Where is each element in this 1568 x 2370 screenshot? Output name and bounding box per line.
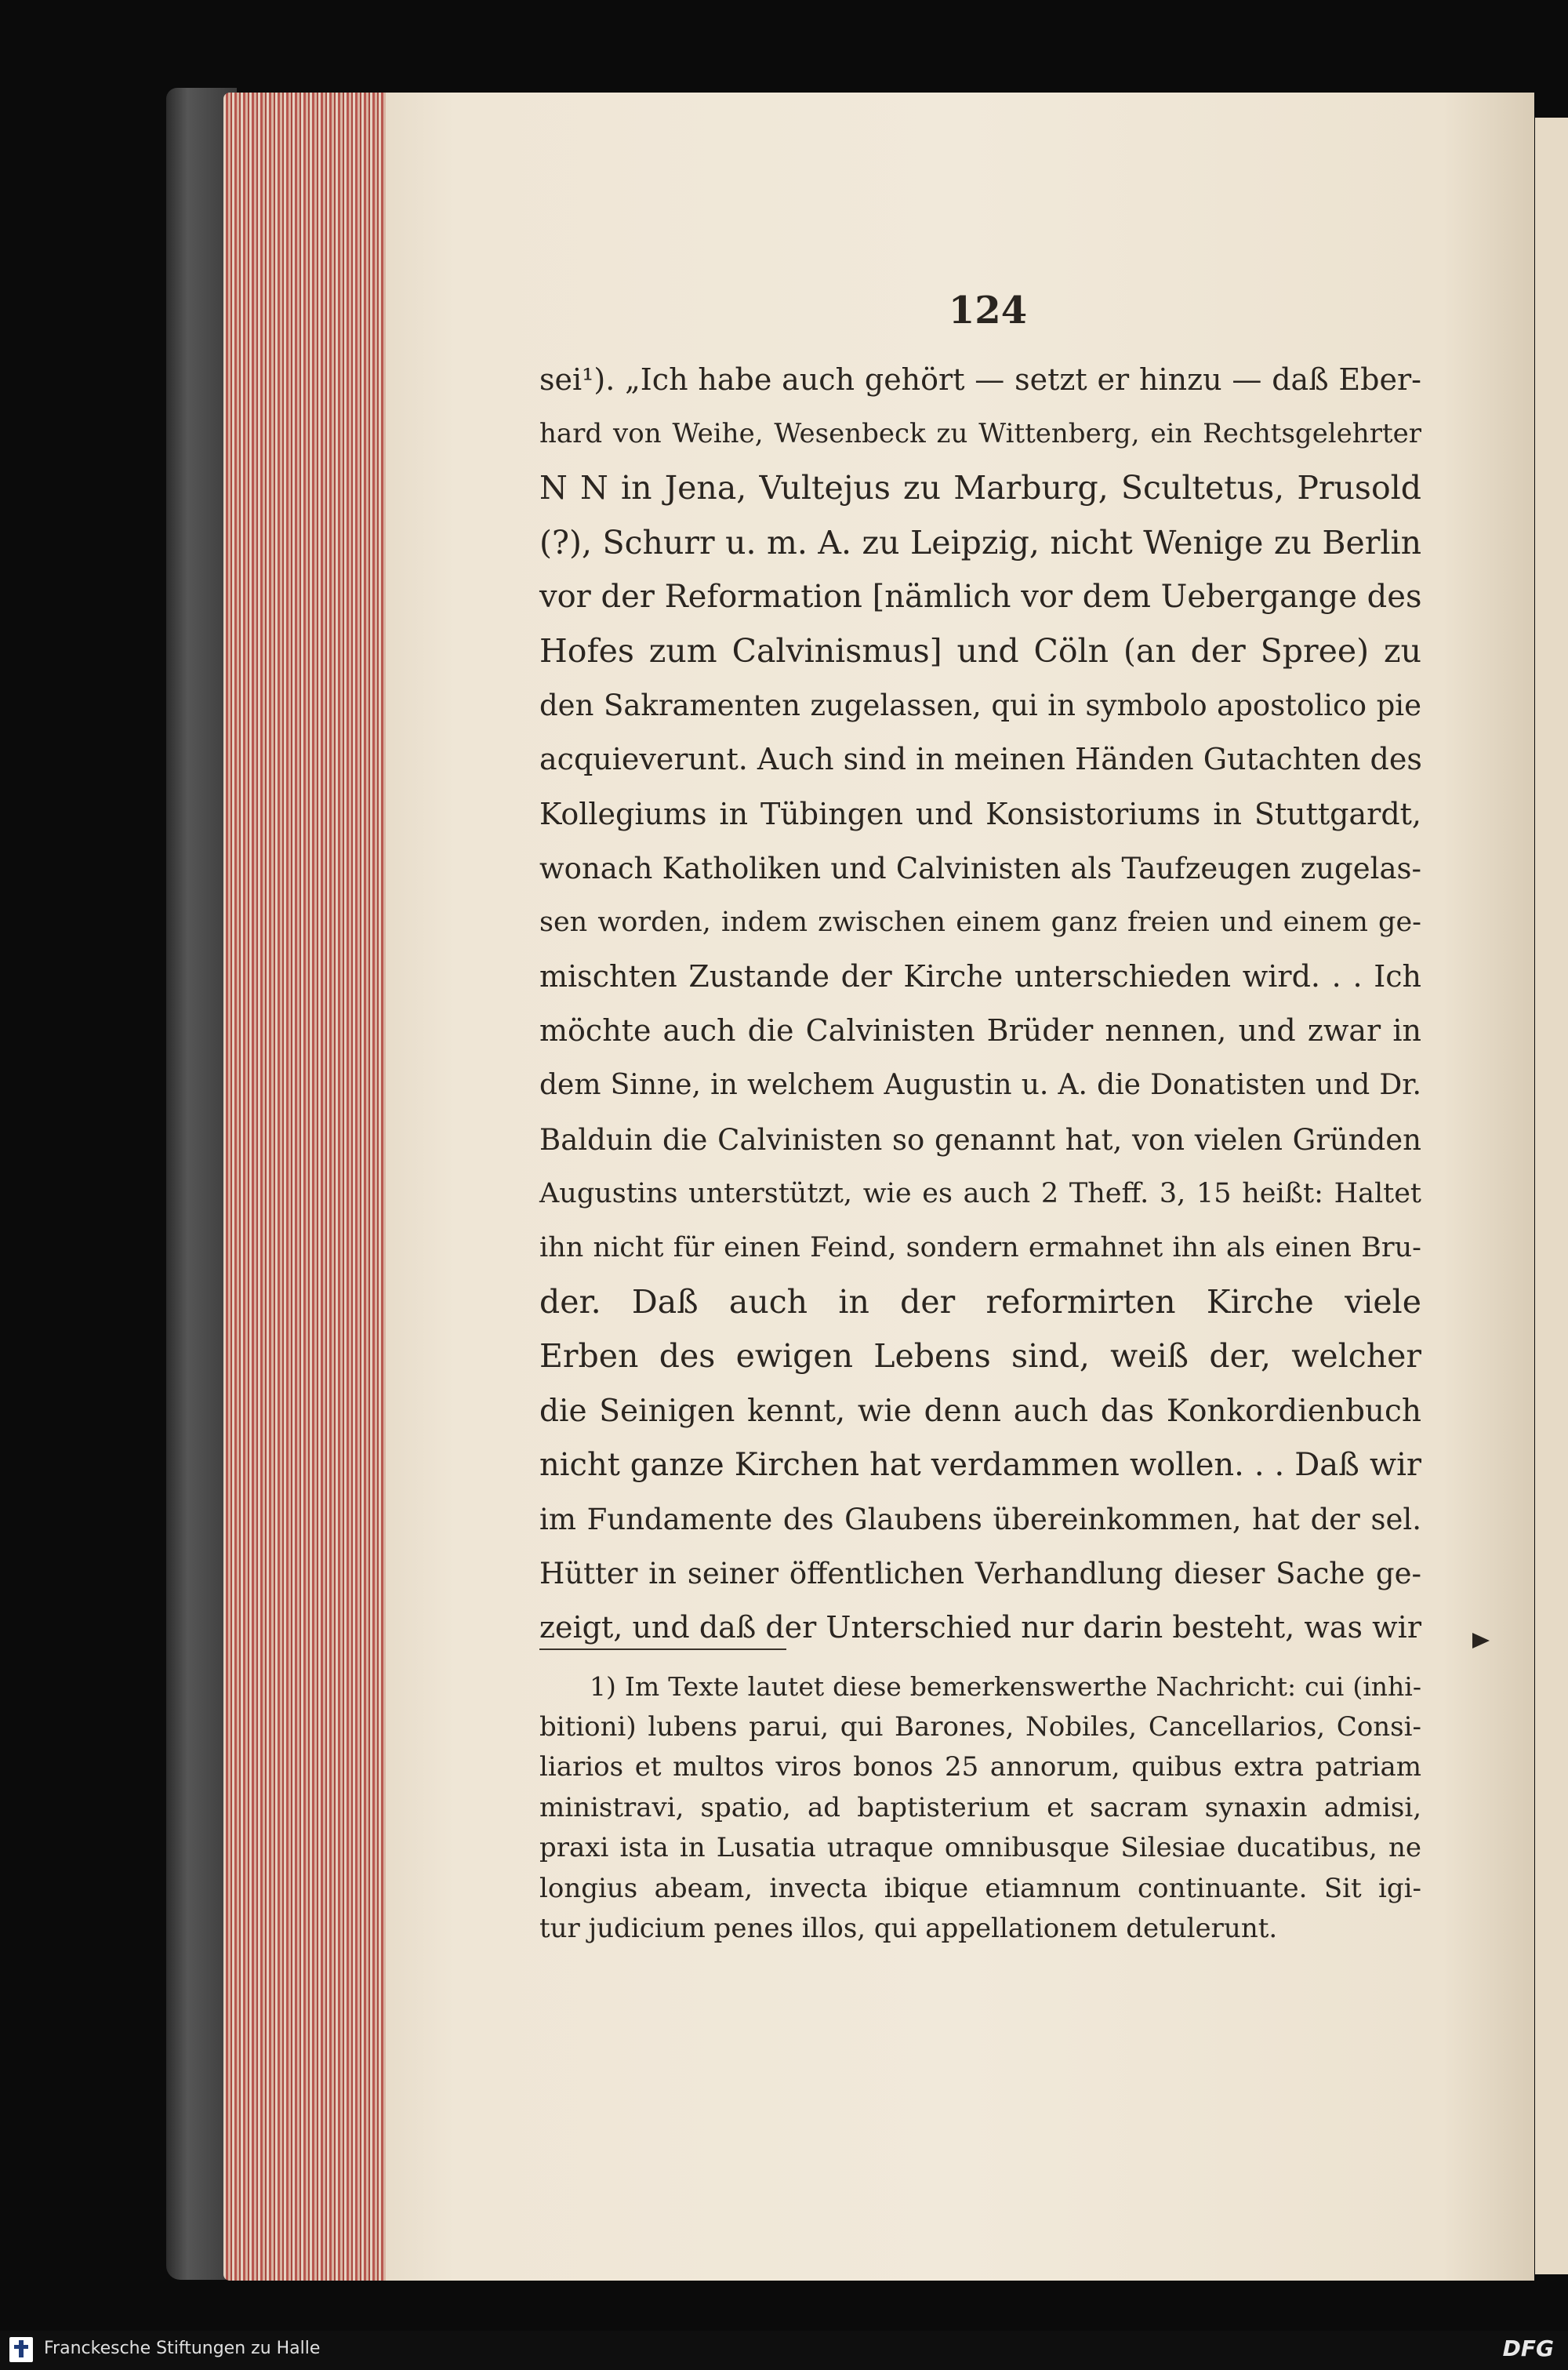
text-line: ihn nicht für einen Feind, sondern ermahnet ihn als einen Bru-: [539, 1232, 1421, 1263]
footnote-rule: [539, 1648, 786, 1650]
text-line: dem Sinne, in welchem Augustin u. A. die Donatisten und Dr.: [539, 1069, 1421, 1102]
catchword-arrow-icon: [1472, 1633, 1490, 1648]
text-line: die Seinigen kennt, wie denn auch das Konkordienbuch: [539, 1393, 1421, 1429]
institution-name: Franckesche Stiftungen zu Halle: [44, 2339, 321, 2358]
text-line: sen worden, indem zwischen einem ganz freien und einem ge-: [539, 906, 1421, 938]
footnote-line: ministravi, spatio, ad baptisterium et sacram synaxin admisi,: [539, 1791, 1421, 1823]
page-number: 124: [948, 289, 1028, 333]
text-line: der. Daß auch in der reformirten Kirche viele: [539, 1283, 1421, 1321]
text-line: nicht ganze Kirchen hat verdammen wollen. . . Daß wir: [539, 1446, 1421, 1483]
text-line: acquieverunt. Auch sind in meinen Händen Gutachten des: [539, 742, 1422, 777]
text-line: Hütter in seiner öffentlichen Verhandlung dieser Sache ge-: [539, 1557, 1421, 1591]
text-line: im Fundamente des Glaubens übereinkommen, hat der sel.: [539, 1502, 1421, 1536]
text-line: vor der Reformation [nämlich vor dem Uebergange des: [539, 578, 1422, 615]
text-line: sei¹). „Ich habe auch gehört — setzt er hinzu — daß Eber-: [539, 362, 1421, 397]
page-edges: [223, 93, 392, 2281]
footnote-line: longius abeam, invecta ibique etiamnum continuante. Sit igi-: [539, 1872, 1421, 1904]
text-line: Erben des ewigen Lebens sind, weiß der, welcher: [539, 1337, 1421, 1376]
text-line: Augustins unterstützt, wie es auch 2 Theff. 3, 15 heißt: Haltet: [539, 1177, 1421, 1209]
footnote-line: bitioni) lubens parui, qui Barones, Nobiles, Cancellarios, Consi-: [539, 1710, 1421, 1743]
text-line: wonach Katholiken und Calvinisten als Taufzeugen zugelas-: [539, 851, 1421, 885]
text-line: Balduin die Calvinisten so genannt hat, von vielen Gründen: [539, 1122, 1421, 1157]
text-line: N N in Jena, Vultejus zu Marburg, Scultetus, Prusold: [539, 469, 1421, 507]
footnote-line: 1) Im Texte lautet diese bemerkenswerthe Nachricht: cui (inhi-: [590, 1671, 1421, 1702]
footnote-line: liarios et multos viros bonos 25 annorum, quibus extra patriam: [539, 1751, 1421, 1783]
institution-logo-icon: [9, 2337, 33, 2362]
text-line: mischten Zustande der Kirche unterschieden wird. . . Ich: [539, 959, 1421, 994]
funder-logo: DFG: [1502, 2335, 1554, 2361]
viewer-footer: [0, 2331, 1568, 2370]
text-line: den Sakramenten zugelassen, qui in symbolo apostolico pie: [539, 689, 1421, 723]
text-line: möchte auch die Calvinisten Brüder nennen, und zwar in: [539, 1013, 1421, 1049]
text-line: Hofes zum Calvinismus] und Cöln (an der Spree) zu: [539, 631, 1421, 670]
footnote-line: tur judicium penes illos, qui appellationem detulerunt.: [539, 1913, 1278, 1944]
footnote-line: praxi ista in Lusatia utraque omnibusque Silesiae ducatibus, ne: [539, 1832, 1421, 1863]
body-text: [539, 353, 1421, 1656]
text-line: hard von Weihe, Wesenbeck zu Wittenberg, ein Rechtsgelehrter: [539, 418, 1421, 450]
text-line: zeigt, und daß der Unterschied nur darin besteht, was wir: [539, 1610, 1421, 1645]
text-line: (?), Schurr u. m. A. zu Leipzig, nicht Wenige zu Berlin: [539, 523, 1421, 562]
text-line: Kollegiums in Tübingen und Konsistoriums in Stuttgardt,: [539, 796, 1421, 831]
footnote: [539, 1667, 1421, 1950]
adjacent-page-edge: [1535, 118, 1568, 2274]
